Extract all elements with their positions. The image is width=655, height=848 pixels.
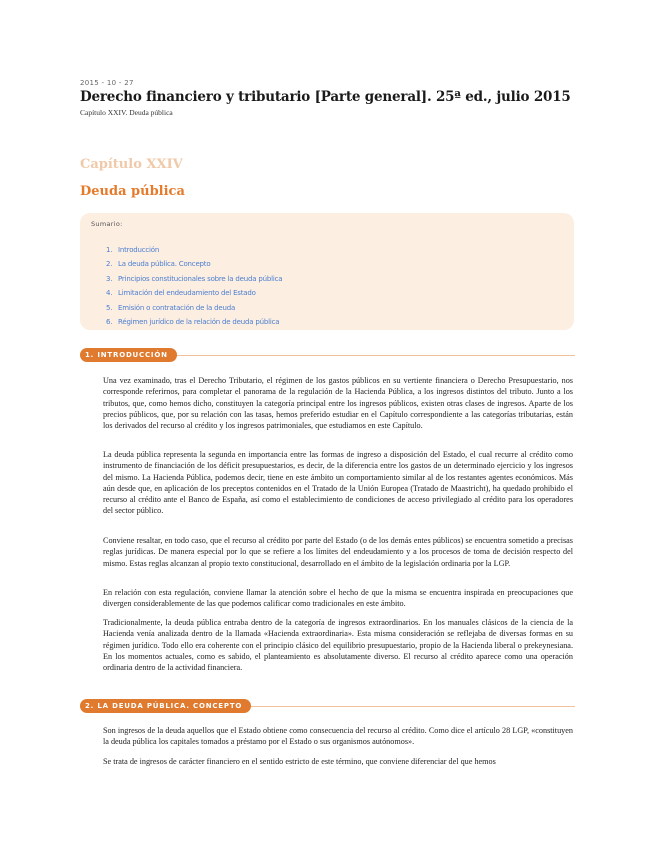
paragraph: En relación con esta regulación, conviene llamar la atención sobre el hecho de que la misma se encuentra inspirada en preocupaciones que divergen considerablemente de las que podemos calificar como tradicionales en este ámbito. [103, 588, 573, 609]
summary-list [106, 243, 282, 329]
paragraph: La deuda pública representa la segunda en importancia entre las formas de ingreso a disposición del Estado, el cual recurre al crédito como instrumento de financiación de los déficit presupuestarios, es decir, de la diferencia entre los gastos de un determinado ejercicio y los ingresos del mismo. La Hacienda Pública, podemos decir, tiene en este ámbito un comportamiento similar al de los restantes agentes económicos. Más aún desde que, en aplicación de los preceptos contenidos en el Tratado de la Unión Europea (Tratado de Maastricht), ha quedado prohibido el recurso al crédito ante el Banco de España, así como el establecimiento de condiciones de acceso privilegiado al crédito para los operadores del sector público. [103, 450, 573, 516]
summary-link-principios[interactable] [106, 272, 282, 286]
summary-item-label: Emisión o contratación de la deuda [118, 303, 236, 312]
summary-item-label: Limitación del endeudamiento del Estado [118, 289, 256, 298]
summary-item-number: 4. [106, 289, 113, 298]
paragraph: Una vez examinado, tras el Derecho Tributario, el régimen de los gastos públicos en su vertiente financiera o Derecho Presupuestario, nos corresponde referirnos, para completar el panorama de la regulación de la Hacienda Pública, a los ingresos distintos del tributo. Junto a los tributos, que, como hemos dicho, constituyen la categoría principal entre los ingresos públicos, existen otras clases de ingresos. Aparte de los precios públicos, que, por su relación con las tasas, hemos preferido estudiar en el Capítulo correspondiente a las categorías tributarias, están los derivados del recurso al crédito y los ingresos patrimoniales, que estudiamos en este Capítulo. [103, 376, 573, 431]
summary-item-number: 1. [106, 246, 113, 254]
summary-item-label: Introducción [118, 246, 160, 254]
summary-item-number: 5. [106, 303, 113, 312]
paragraph: Conviene resaltar, en todo caso, que el recurso al crédito por parte del Estado (o de los demás entes públicos) se encuentra sometido a precisas reglas jurídicas. De manera especial por lo que se refiere a los límites del endeudamiento y a los procesos de toma de decisión respecto del mismo. Estas reglas alcanzan al propio texto constitucional, desarrollado en el ámbito de la legislación ordinaria por la LGP. [103, 536, 573, 568]
summary-label: Sumario: [91, 220, 123, 228]
chapter-label: Capítulo XXIV [80, 157, 183, 172]
document-subtitle: Capítulo XXIV. Deuda pública [80, 108, 173, 117]
summary-link-regimen[interactable] [106, 315, 282, 329]
summary-link-limitacion[interactable] [106, 286, 282, 300]
summary-item-number: 6. [106, 317, 113, 326]
page-title: Deuda pública [80, 184, 185, 199]
summary-item-number: 3. [106, 274, 113, 283]
summary-item-label: Principios constitucionales sobre la deuda pública [118, 274, 283, 283]
summary-item-number: 2. [106, 260, 113, 269]
paragraph: Son ingresos de la deuda aquellos que el Estado obtiene como consecuencia del recurso al crédito. Como dice el artículo 28 LGP, «constituyen la deuda pública los capitales tomados a préstamo por el Estado o sus organismos autónomos». [103, 726, 573, 747]
summary-link-introduccion[interactable] [106, 243, 282, 257]
section-heading-introduccion: 1. INTRODUCCIÓN [80, 348, 177, 362]
document-date: 2015 - 10 - 27 [80, 79, 134, 87]
summary-item-label: La deuda pública. Concepto [118, 260, 211, 269]
paragraph: Tradicionalmente, la deuda pública entraba dentro de la categoría de ingresos extraordinarios. En los manuales clásicos de la ciencia de la Hacienda venía analizada dentro de la llamada «Hacienda extraordinaria». Esta misma consideración se reflejaba de diversas formas en su régimen jurídico. Todo ello era coherente con el principio clásico del equilibrio presupuestario, propio de la Hacienda liberal o prekeynesiana. En los momentos actuales, como es sabido, el planteamiento es absolutamente diverso. El recurso al crédito aparece como una operación ordinaria dentro de la actividad financiera. [103, 618, 573, 673]
summary-link-concepto[interactable] [106, 257, 282, 271]
summary-link-emision[interactable] [106, 301, 282, 315]
section-heading-concepto: 2. LA DEUDA PÚBLICA. CONCEPTO [80, 699, 251, 713]
summary-box [80, 213, 574, 330]
summary-item-label: Régimen jurídico de la relación de deuda pública [118, 317, 280, 326]
paragraph: Se trata de ingresos de carácter financiero en el sentido estricto de este término, que conviene diferenciar del que hemos [103, 757, 496, 766]
document-title: Derecho financiero y tributario [Parte general]. 25ª ed., julio 2015 [80, 89, 571, 105]
